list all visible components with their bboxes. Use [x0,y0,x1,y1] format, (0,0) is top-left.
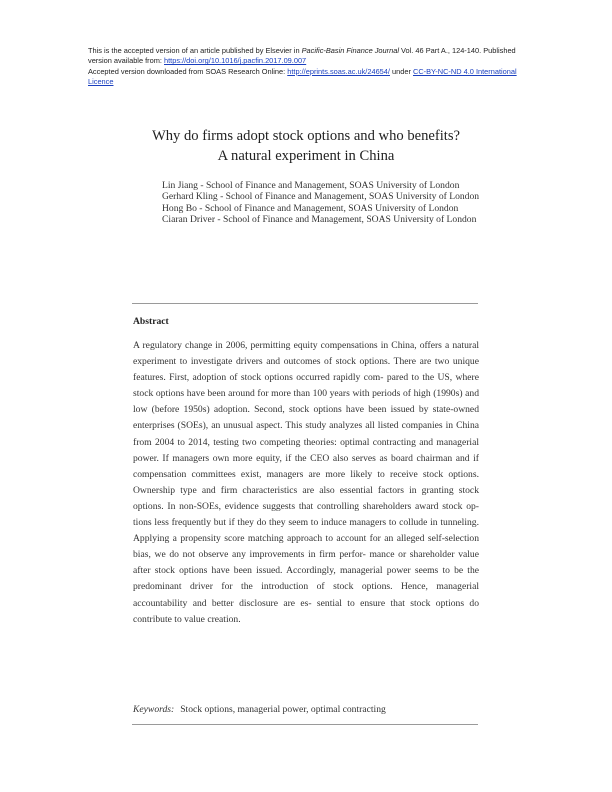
abstract-heading: Abstract [133,316,169,327]
author-entry: Gerhard Kling - School of Finance and Management, SOAS University of London [162,191,480,203]
title-line-1: Why do firms adopt stock options and who benefits? [151,128,461,144]
author-entry: Ciaran Driver - School of Finance and Management, SOAS University of London [162,213,477,225]
note-line1-suffix: Vol. 46 Part A., 124-140. Published version available from: [88,46,516,66]
author-entry: Hong Bo - School of Finance and Management, SOAS University of London [162,202,459,214]
licence-link[interactable]: CC-BY-NC-ND 4.0 International Licence [88,66,517,87]
keywords-label: Keywords: [133,704,175,715]
note-line2-mid: under [389,66,413,76]
paper-title [100,126,512,166]
note-line2-prefix: Accepted version downloaded from SOAS Research Online: [88,66,288,76]
author-list [162,180,487,225]
publication-note [88,46,538,88]
abstract-bottom-divider [132,724,478,725]
author-entry: Lin Jiang - School of Finance and Management, SOAS University of London [162,180,460,191]
title-line-2: A natural experiment in China [217,148,395,164]
keywords-line [133,704,479,716]
keywords-text: Stock options, managerial power, optimal contracting [180,704,386,715]
journal-name: Pacific-Basin Finance Journal [301,46,399,55]
doi-link[interactable]: https://doi.org/10.1016/j.pacfin.2017.09.007 [164,56,307,66]
note-line1-prefix: This is the accepted version of an article published by Elsevier in [88,46,302,55]
abstract-body: A regulatory change in 2006, permitting equity compensations in China, offers a natural experiment to investigate drivers and outcomes of stock options. There are two unique features. First, adoption of stock options occurred rapidly com- pared to the US, where stock options have been around for more than 100 years with periods of high (1990s) and low (before 1950s) adoption. Second, stock options have been issued by state-owned enterprises (SOEs), an unusual aspect. This study analyzes all listed companies in China from 2004 to 2014, testing two competing theories: optimal contracting and managerial power. If managers own more equity, if the CEO also serves as board chairman and if compensation committees exist, managers are more likely to receive stock options. Ownership type and firm characteristics are also essential factors in granting stock options. In non-SOEs, evidence suggests that controlling shareholders award stock op- tions less frequently but if they do they seem to induce managers to collude in tunneling. Applying a propensity score matching approach to account for an alleged self-selection bias, we do not observe any improvements in firm perfor- mance or shareholder value after stock options have been issued. Accordingly, managerial power seems to be the predominant driver for the introduction of stock options. Hence, managerial accountability and better disclosure are es- sential to ensure that stock options do contribute to value creation. [133,340,479,625]
abstract-top-divider [132,303,478,304]
repository-link[interactable]: http://eprints.soas.ac.uk/24654/ [287,66,390,76]
